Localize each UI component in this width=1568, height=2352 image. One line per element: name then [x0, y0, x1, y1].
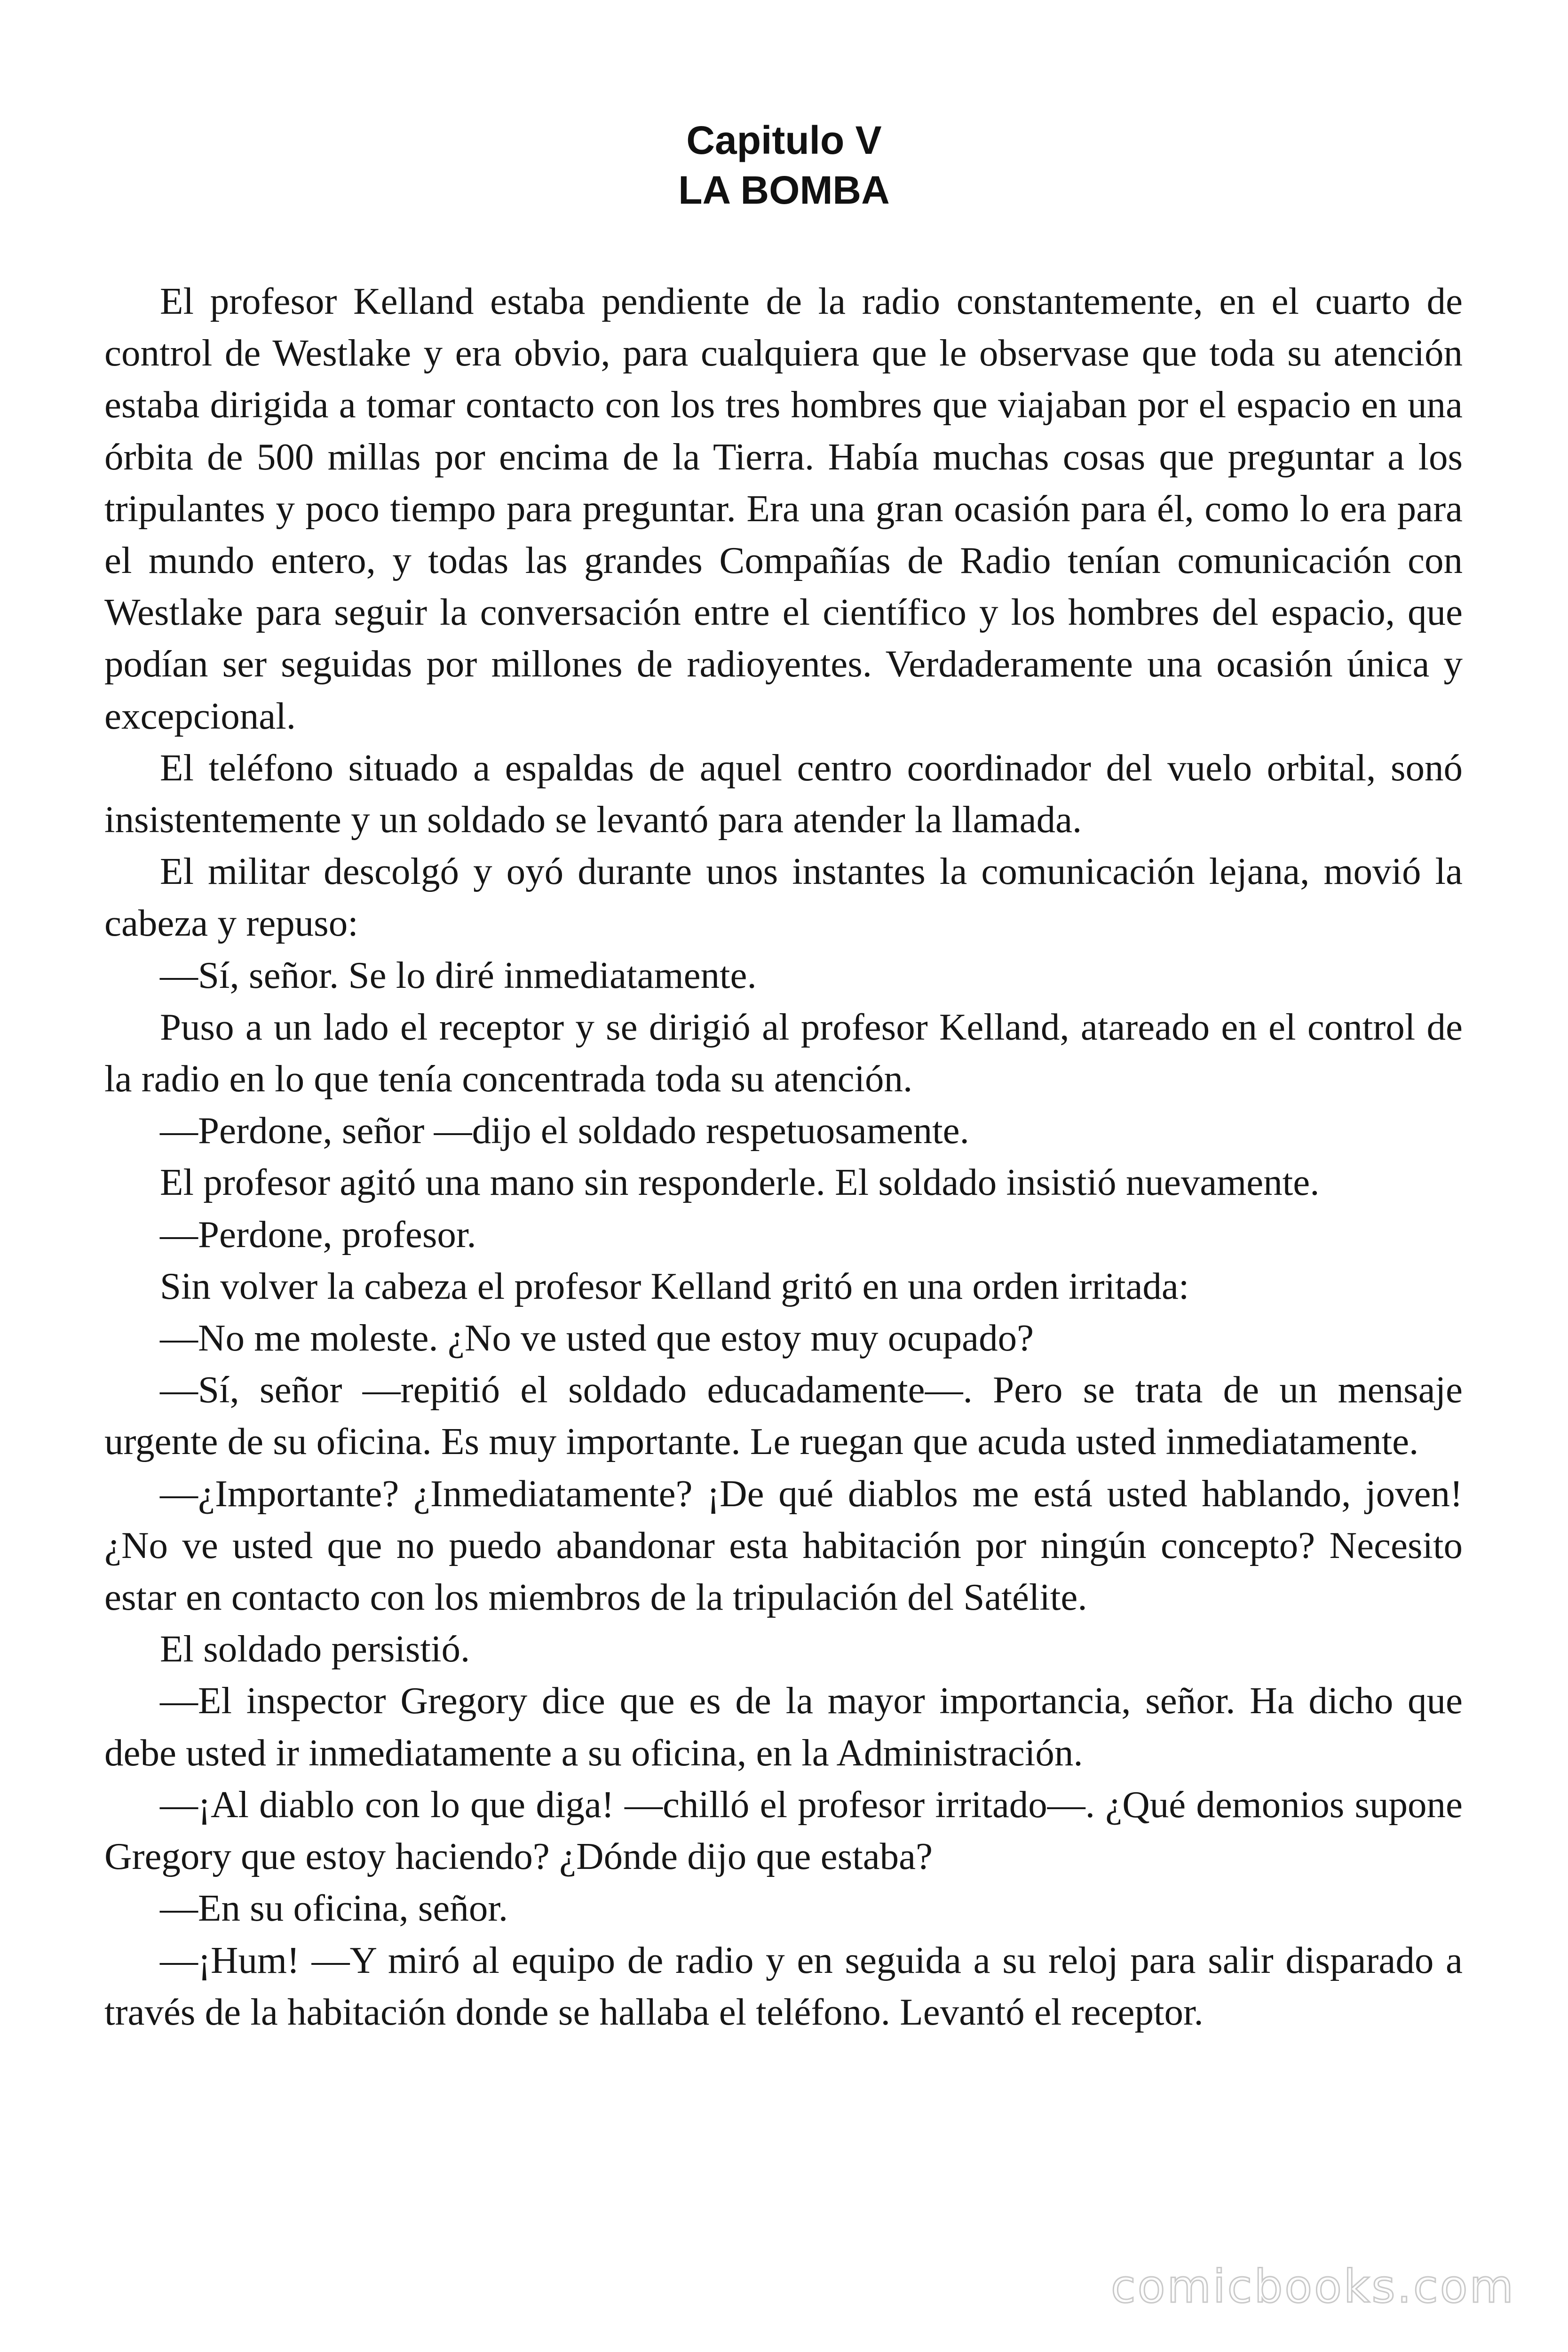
- chapter-body: [104, 275, 1463, 2038]
- chapter-title: LA BOMBA: [678, 168, 890, 212]
- paragraph: —El inspector Gregory dice que es de la mayor importancia, señor. Ha dicho que debe usted ir inmediatamente a su oficina, en la Administración.: [104, 1679, 1463, 1774]
- chapter-header: [0, 115, 1568, 215]
- paragraph: El soldado persistió.: [160, 1628, 470, 1670]
- paragraph: El teléfono situado a espaldas de aquel centro coordinador del vuelo orbital, sonó insistentemente y un soldado se levantó para atender la llamada.: [104, 746, 1463, 841]
- paragraph: —¿Importante? ¿Inmediatamente? ¡De qué diablos me está usted hablando, joven! ¿No ve usted que no puedo abandonar esta habitación por ningún concepto? Necesito estar en contacto con los miembros de la tripulación del Satélite.: [104, 1472, 1463, 1619]
- paragraph: —¡Hum! —Y miró al equipo de radio y en seguida a su reloj para salir disparado a través de la habitación donde se hallaba el teléfono. Levantó el receptor.: [104, 1939, 1463, 2033]
- paragraph: —¡Al diablo con lo que diga! —chilló el profesor irritado—. ¿Qué demonios supone Gregory que estoy haciendo? ¿Dónde dijo que estaba?: [104, 1783, 1463, 1878]
- paragraph: El militar descolgó y oyó durante unos instantes la comunicación lejana, movió la cabeza y repuso:: [104, 850, 1463, 945]
- paragraph: —En su oficina, señor.: [160, 1887, 508, 1930]
- paragraph: —Perdone, profesor.: [160, 1213, 476, 1255]
- paragraph: El profesor Kelland estaba pendiente de la radio constantemente, en el cuarto de control de Westlake y era obvio, para cualquiera que le observase que toda su atención estaba dirigida a tomar contacto con los tres hombres que viajaban por el espacio en una órbita de 500 millas por encima de la Tierra. Había muchas cosas que preguntar a los tripulantes y poco tiempo para preguntar. Era una gran ocasión para él, como lo era para el mundo entero, y todas las grandes Compañías de Radio tenían comunicación con Westlake para seguir la conversación entre el científico y los hombres del espacio, que podían ser seguidas por millones de radioyentes. Verdaderamente una ocasión única y excepcional.: [104, 280, 1463, 737]
- paragraph: —Sí, señor. Se lo diré inmediatamente.: [160, 954, 757, 996]
- paragraph: Sin volver la cabeza el profesor Kelland gritó en una orden irritada:: [160, 1264, 1189, 1307]
- paragraph: —Sí, señor —repitió el soldado educadamente—. Pero se trata de un mensaje urgente de su oficina. Es muy importante. Le ruegan que acuda usted inmediatamente.: [104, 1368, 1463, 1463]
- paragraph: El profesor agitó una mano sin responderle. El soldado insistió nuevamente.: [160, 1161, 1320, 1204]
- paragraph: Puso a un lado el receptor y se dirigió al profesor Kelland, atareado en el control de la radio en lo que tenía concentrada toda su atención.: [104, 1005, 1463, 1100]
- paragraph: —No me moleste. ¿No ve usted que estoy muy ocupado?: [160, 1317, 1034, 1359]
- paragraph: —Perdone, señor —dijo el soldado respetuosamente.: [160, 1109, 969, 1152]
- site-watermark: comicbooks.com: [1110, 2260, 1515, 2313]
- chapter-number: Capitulo V: [686, 118, 882, 162]
